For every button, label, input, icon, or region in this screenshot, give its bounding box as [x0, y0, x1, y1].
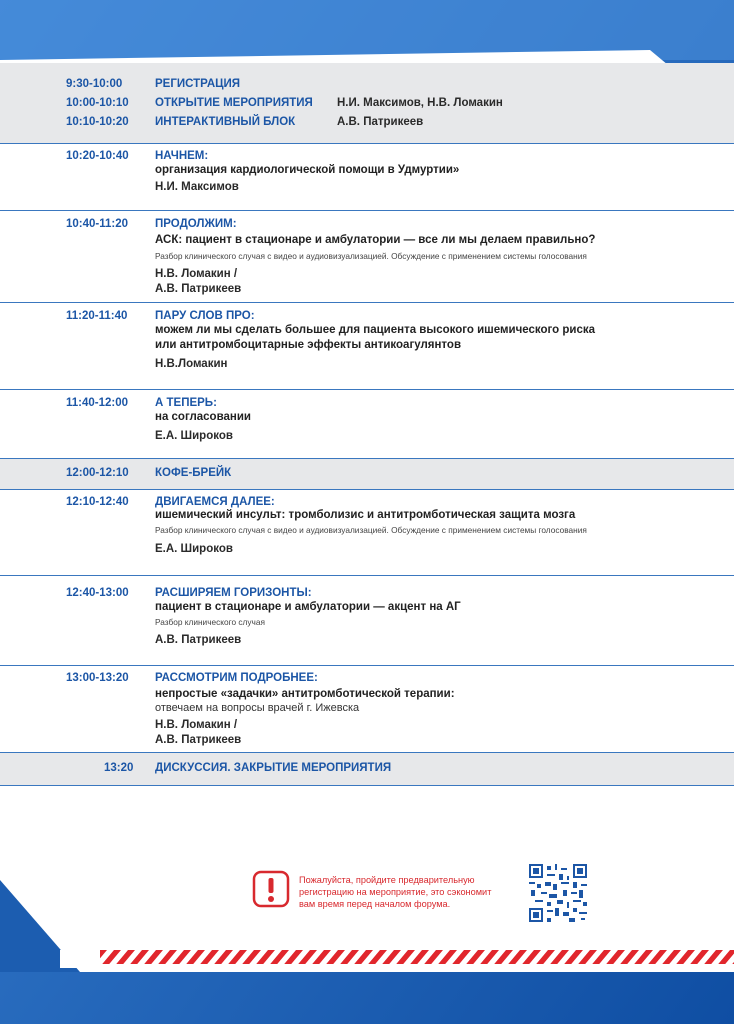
- notice-line: Пожалуйста, пройдите предварительную: [299, 875, 475, 885]
- session-3: [0, 303, 734, 390]
- time: 11:20-11:40: [66, 310, 128, 322]
- title: РАССМОТРИМ ПОДРОБНЕЕ:: [155, 672, 318, 684]
- notice-line: регистрацию на мероприятие, это сэкономит: [299, 887, 492, 897]
- time: 11:40-12:00: [66, 397, 129, 409]
- speaker: Н.В. Ломакин /: [155, 268, 238, 280]
- title: КОФЕ-БРЕЙК: [155, 467, 232, 479]
- note: Разбор клинического случая: [155, 617, 265, 627]
- speaker: Н.В.Ломакин: [155, 358, 228, 370]
- speaker: А.В. Патрикеев: [337, 116, 424, 128]
- topic: или антитромбоцитарные эффекты антикоагулянтов: [155, 339, 462, 351]
- schedule-header-block: [0, 63, 734, 144]
- subtitle: отвечаем на вопросы врачей г. Ижевска: [155, 702, 360, 714]
- title: РЕГИСТРАЦИЯ: [155, 78, 241, 90]
- title: ПРОДОЛЖИМ:: [155, 218, 237, 230]
- topic: можем ли мы сделать большее для пациента высокого ишемического риска: [155, 324, 596, 336]
- speaker: А.В. Патрикеев: [155, 734, 242, 746]
- time: 10:00-10:10: [66, 97, 129, 109]
- title: НАЧНЕМ:: [155, 150, 209, 162]
- time: 9:30-10:00: [66, 78, 123, 90]
- time: 10:20-10:40: [66, 150, 129, 162]
- coffee-break: [0, 459, 734, 490]
- exclamation-icon: [252, 870, 290, 908]
- speaker: Е.А. Широков: [155, 430, 233, 442]
- notice-text: [299, 874, 509, 910]
- registration-notice: [252, 868, 502, 916]
- schedule: [0, 63, 734, 786]
- title: ПАРУ СЛОВ ПРО:: [155, 310, 255, 322]
- note: Разбор клинического случая с видео и аудиовизуализацией. Обсуждение с применением системы голосования: [155, 525, 587, 535]
- topic: пациент в стационаре и амбулатории — акцент на АГ: [155, 601, 461, 613]
- closing: [0, 753, 734, 786]
- time: 12:10-12:40: [66, 496, 129, 508]
- title: ДИСКУССИЯ. ЗАКРЫТИЕ МЕРОПРИЯТИЯ: [155, 762, 392, 774]
- session-7: [0, 666, 734, 753]
- note: Разбор клинического случая с видео и аудиовизуализацией. Обсуждение с применением системы голосования: [155, 251, 587, 261]
- title: РАСШИРЯЕМ ГОРИЗОНТЫ:: [155, 587, 312, 599]
- topic: ишемический инсульт: тромболизис и антитромботическая защита мозга: [155, 509, 576, 521]
- time: 10:10-10:20: [66, 116, 129, 128]
- speaker: А.В. Патрикеев: [155, 634, 242, 646]
- time: 13:20: [104, 762, 134, 774]
- time: 12:00-12:10: [66, 467, 129, 479]
- title: ДВИГАЕМСЯ ДАЛЕЕ:: [155, 496, 275, 508]
- speaker: А.В. Патрикеев: [155, 283, 242, 295]
- session-6: [0, 576, 734, 666]
- topic: непростые «задачки» антитромботической терапии:: [155, 688, 455, 700]
- qr-code[interactable]: [529, 864, 587, 922]
- topic: организация кардиологической помощи в Удмуртии»: [155, 164, 460, 176]
- red-stripe: [100, 950, 734, 964]
- notice-line: вам время перед началом форума.: [299, 899, 451, 909]
- time: 13:00-13:20: [66, 672, 129, 684]
- topic: на согласовании: [155, 411, 251, 423]
- title: А ТЕПЕРЬ:: [155, 397, 217, 409]
- speaker: Е.А. Широков: [155, 543, 233, 555]
- time: 12:40-13:00: [66, 587, 129, 599]
- time: 10:40-11:20: [66, 218, 129, 230]
- session-2: [0, 211, 734, 303]
- session-5: [0, 490, 734, 576]
- speaker: Н.В. Ломакин /: [155, 719, 238, 731]
- title: ОТКРЫТИЕ МЕРОПРИЯТИЯ: [155, 97, 313, 109]
- title: ИНТЕРАКТИВНЫЙ БЛОК: [155, 116, 296, 128]
- speaker: Н.И. Максимов: [155, 181, 239, 193]
- topic: АСК: пациент в стационаре и амбулатории — все ли мы делаем правильно?: [155, 234, 596, 246]
- speaker: Н.И. Максимов, Н.В. Ломакин: [337, 97, 503, 109]
- session-1: [0, 144, 734, 211]
- session-4: [0, 390, 734, 459]
